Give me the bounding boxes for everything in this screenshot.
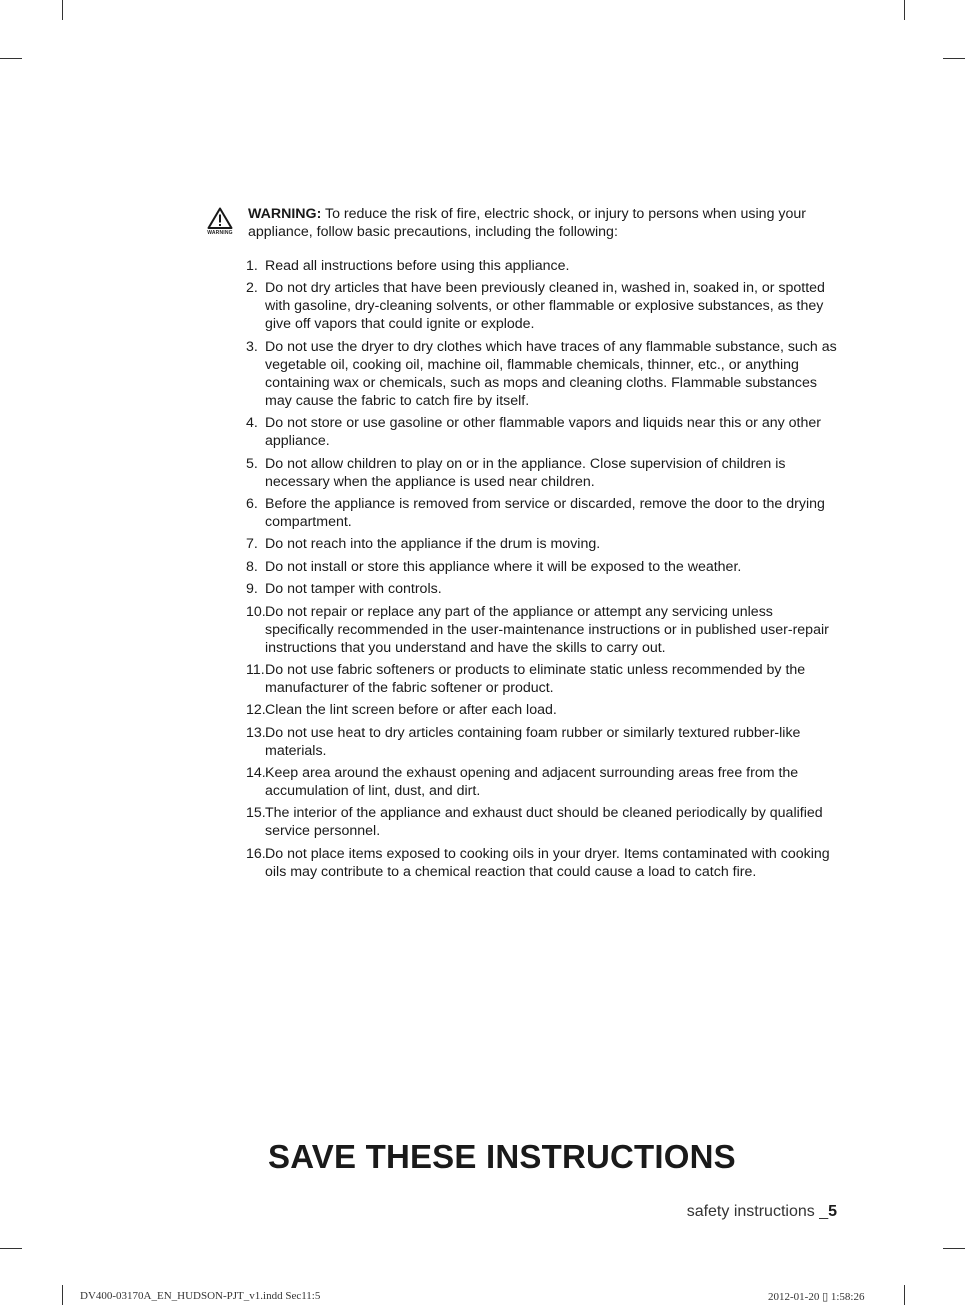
instruction-number: 3. <box>246 338 258 355</box>
instruction-item <box>246 338 838 410</box>
instruction-number: 12. <box>246 702 266 719</box>
instruction-item <box>246 495 838 531</box>
page-footer <box>687 1203 837 1221</box>
instruction-number: 15. <box>246 805 266 822</box>
instruction-number: 7. <box>246 536 258 553</box>
crop-mark <box>943 1248 965 1249</box>
instruction-item <box>246 455 838 491</box>
warning-statement <box>248 205 838 241</box>
instruction-item <box>246 724 838 760</box>
instruction-text: Do not tamper with controls. <box>265 581 442 598</box>
instruction-text: Read all instructions before using this appliance. <box>265 258 570 274</box>
section-name: safety instructions _ <box>686 1203 829 1220</box>
instruction-item <box>246 414 838 450</box>
instruction-text: Clean the lint screen before or after each load. <box>265 702 557 719</box>
instruction-item <box>246 701 838 719</box>
instruction-number: 5. <box>246 455 258 472</box>
instruction-number: 6. <box>246 495 258 512</box>
instruction-number: 13. <box>246 724 266 741</box>
instruction-text: Do not install or store this appliance where it will be exposed to the weather. <box>265 558 742 575</box>
instruction-item <box>246 764 838 800</box>
crop-mark <box>904 1285 905 1305</box>
warning-block <box>200 205 850 241</box>
instruction-text: Do not dry articles that have been previously cleaned in, washed in, soaked in, or spotted with gasoline, dry-cleaning solvents, or other flammable or explosive substances, as they give off vapors that could ignite or explode. <box>265 280 825 333</box>
crop-mark <box>0 1248 22 1249</box>
instruction-number: 10. <box>246 603 266 620</box>
instruction-text: Do not use the dryer to dry clothes which have traces of any flammable substance, such as vegetable oil, cooking oil, machine oil, flammable chemicals, thinner, etc., or anything containing wax or chemicals, such as mops and cleaning cloths. Flammable substances may cause the fabric to catch fire by itself. <box>265 338 837 409</box>
instruction-text: Do not use fabric softeners or products to eliminate static unless recommended by the manufacturer of the fabric softener or product. <box>265 661 806 696</box>
instruction-text: Do not reach into the appliance if the drum is moving. <box>265 536 601 553</box>
instruction-item <box>246 558 838 576</box>
instruction-number: 2. <box>246 280 258 297</box>
instruction-item <box>246 580 838 598</box>
instruction-number: 11. <box>246 661 265 678</box>
warning-icon-group <box>200 207 240 236</box>
warning-triangle-icon <box>207 207 233 229</box>
crop-mark <box>943 58 965 59</box>
instruction-number: 8. <box>246 558 258 575</box>
crop-mark <box>62 1285 63 1305</box>
instruction-text: Before the appliance is removed from service or discarded, remove the door to the drying compartment. <box>265 495 825 530</box>
crop-mark <box>0 58 22 59</box>
instructions-list <box>246 257 838 885</box>
instruction-item <box>246 257 838 275</box>
instruction-item <box>246 661 838 697</box>
slug-date-info: 2012-01-20 ▯ 1:58:26 <box>768 1291 865 1303</box>
instruction-item <box>246 535 838 553</box>
warning-text: To reduce the risk of fire, electric shock, or injury to persons when using your appliance, follow basic precautions, including the following: <box>248 206 806 240</box>
instruction-text: Do not store or use gasoline or other flammable vapors and liquids near this or any other appliance. <box>265 415 821 450</box>
instruction-text: Keep area around the exhaust opening and adjacent surrounding areas free from the accumulation of lint, dust, and dirt. <box>265 765 799 800</box>
crop-mark <box>62 0 63 20</box>
instruction-text: Do not place items exposed to cooking oils in your dryer. Items contaminated with cooking oils may contribute to a chemical reaction that could cause a load to catch fire. <box>265 845 830 880</box>
instruction-text: Do not use heat to dry articles containing foam rubber or similarly textured rubber-like materials. <box>265 724 801 759</box>
instruction-number: 9. <box>246 581 258 598</box>
instruction-number: 16. <box>246 845 266 862</box>
instruction-number: 1. <box>246 258 258 274</box>
instruction-text: Do not allow children to play on or in the appliance. Close supervision of children is necessary when the appliance is used near children. <box>265 455 786 490</box>
slug-file-info: DV400-03170A_EN_HUDSON-PJT_v1.indd Sec11:5 <box>80 1290 321 1302</box>
instruction-item <box>246 845 838 881</box>
instruction-text: The interior of the appliance and exhaust duct should be cleaned periodically by qualified service personnel. <box>265 805 823 840</box>
instruction-item <box>246 804 838 840</box>
instruction-item <box>246 279 838 333</box>
warning-icon-caption: WARNING <box>207 230 233 236</box>
warning-label: WARNING: <box>248 206 322 222</box>
instruction-text: Do not repair or replace any part of the appliance or attempt any servicing unless specifically recommended in the user-maintenance instructions or in published user-repair instructions that you understand and have the skills to carry out. <box>265 603 829 656</box>
instruction-number: 14. <box>246 765 266 782</box>
crop-mark <box>904 0 905 20</box>
instruction-number: 4. <box>246 415 258 432</box>
instruction-item <box>246 603 838 657</box>
save-instructions-heading: SAVE THESE INSTRUCTIONS <box>268 1138 736 1175</box>
page-number: 5 <box>828 1203 837 1220</box>
